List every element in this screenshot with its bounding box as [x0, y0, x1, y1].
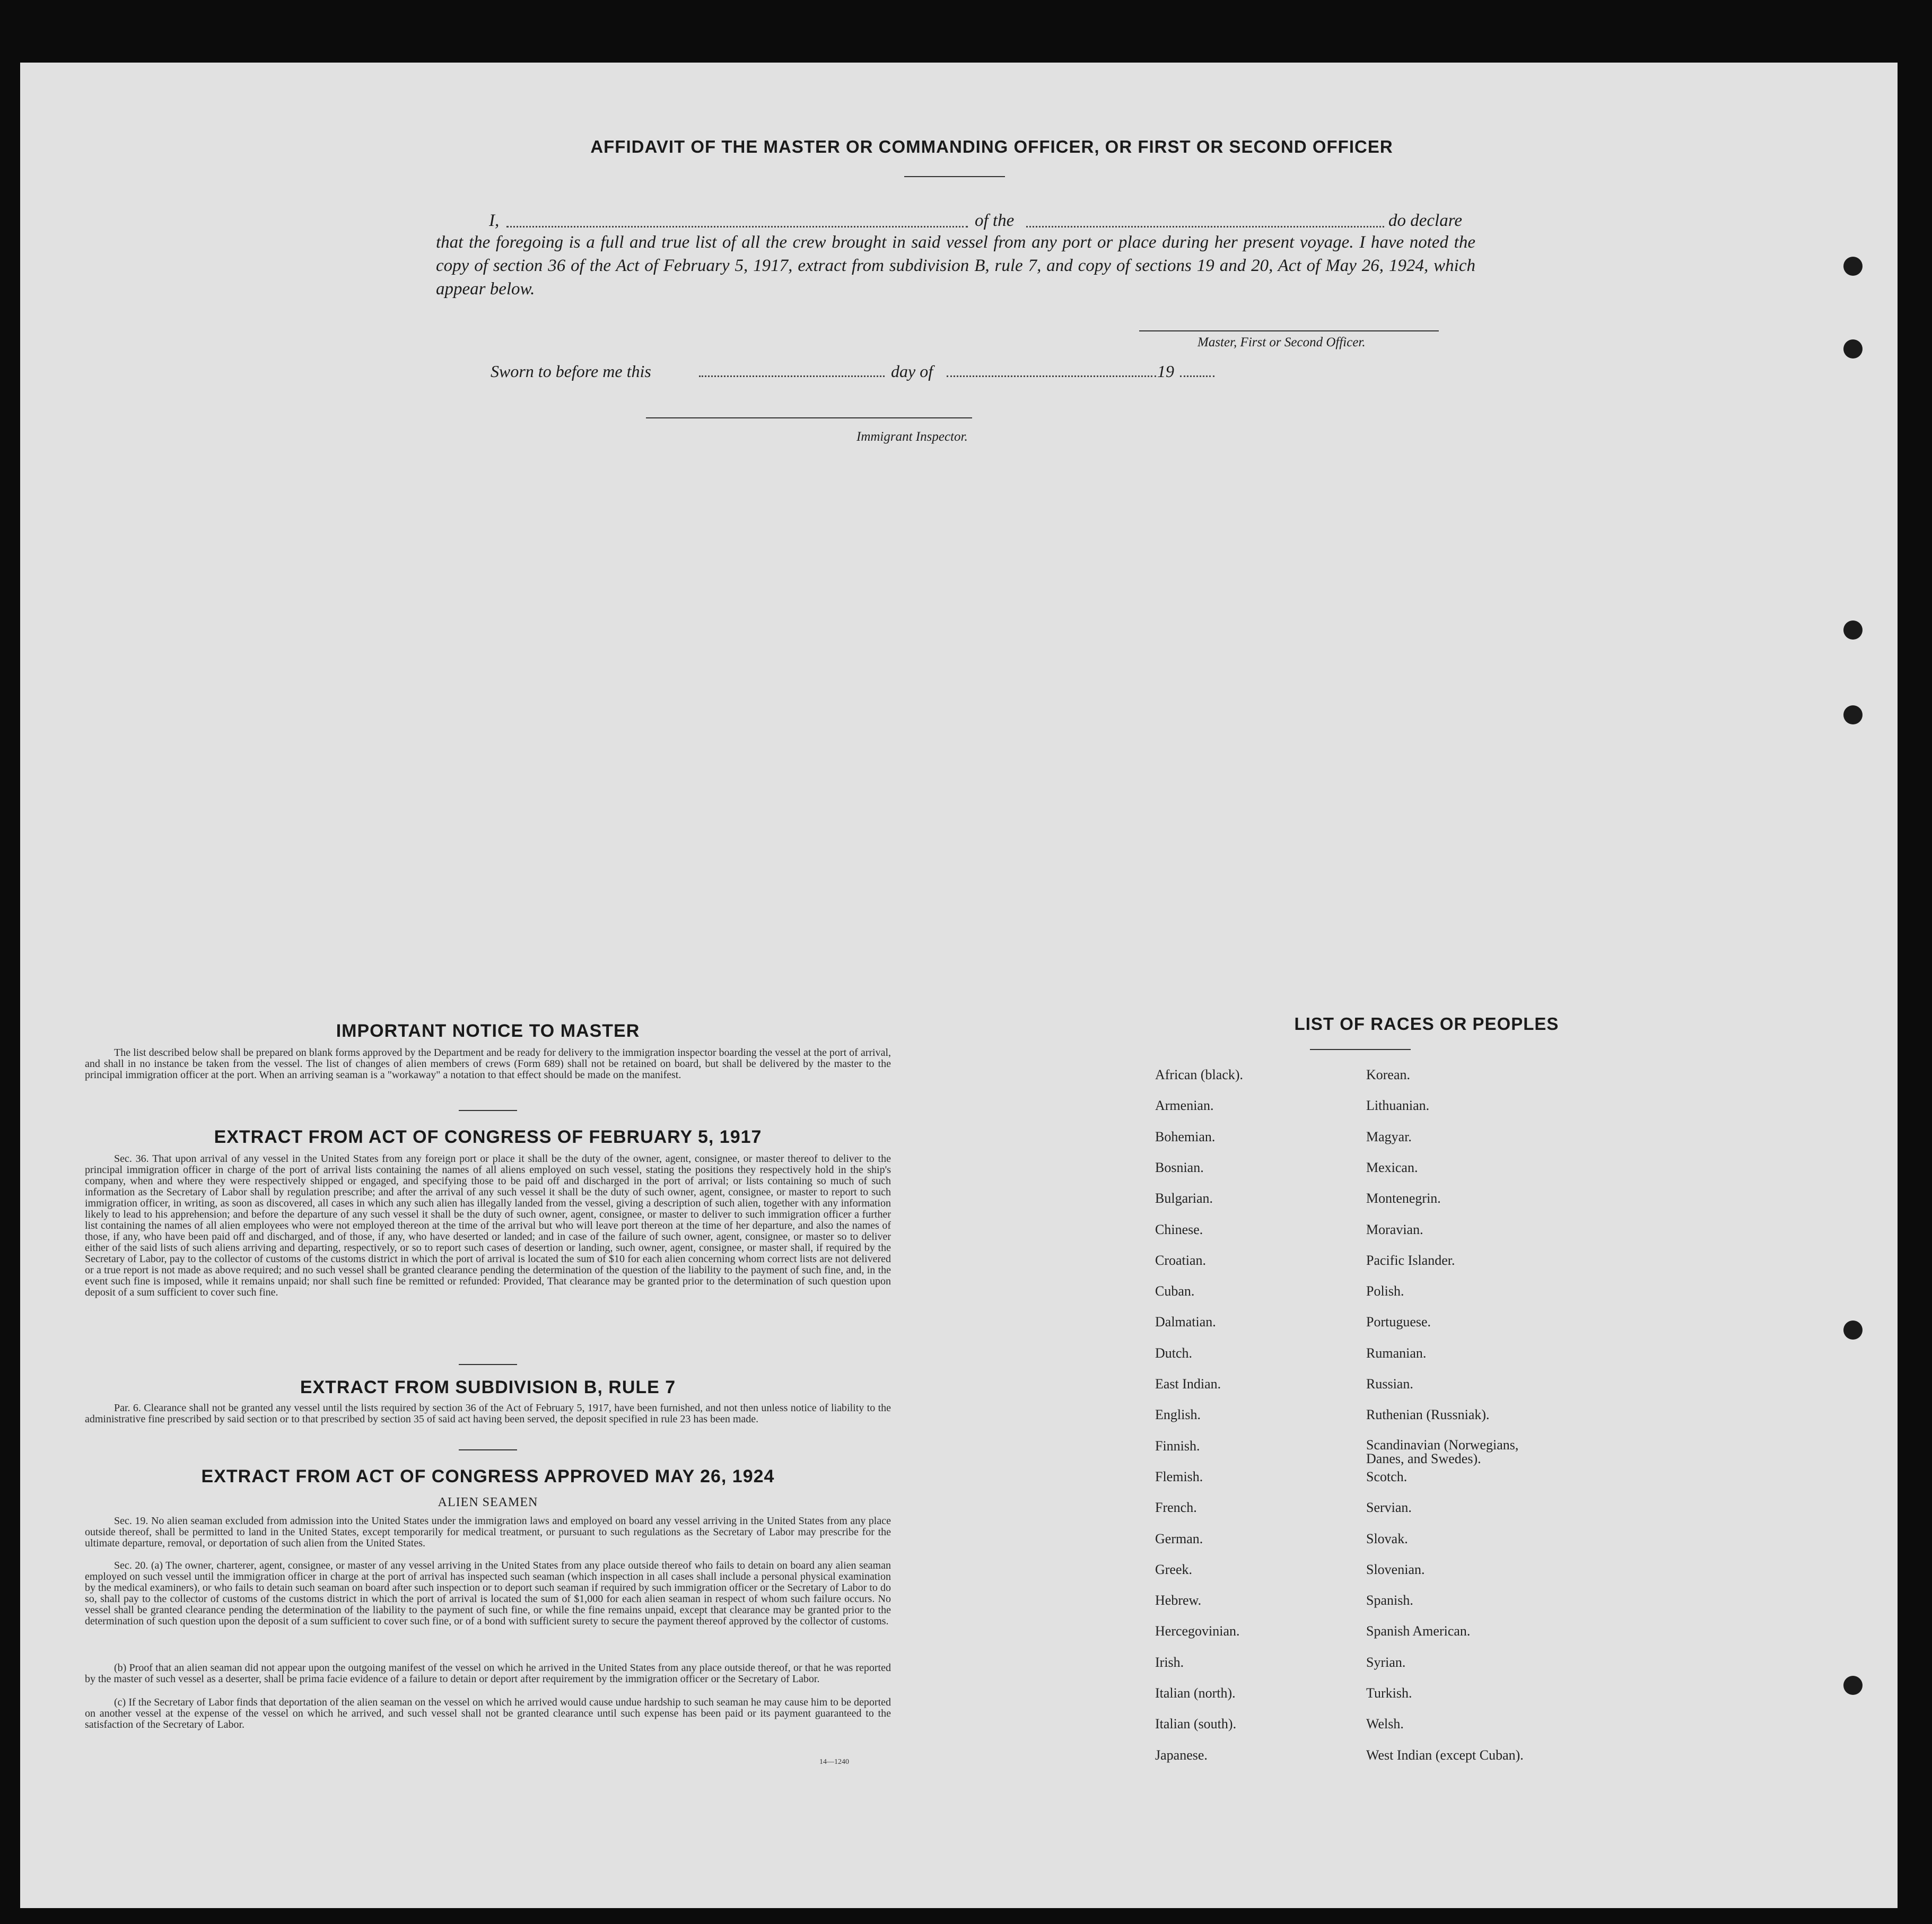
binder-hole — [1843, 257, 1863, 276]
extract-1917-title: EXTRACT FROM ACT OF CONGRESS OF FEBRUARY 5, 1917 — [214, 1127, 762, 1147]
rule7-text: Par. 6. Clearance shall not be granted any vessel until the lists required by section 36 of the Act of February 5, 1917, have been furnished, and not then unless notice of liability to the administrative fine prescribed by said section or to that prescribed by section 35 of said act having been served, the deposit specified in rule 23 has been made. — [85, 1402, 891, 1425]
race-item: Slovak. — [1366, 1531, 1408, 1546]
notice-text: The list described below shall be prepared on blank forms approved by the Department and be ready for delivery to the immigration inspector boarding the vessel at the port of arrival, and shall in no instance be taken from the vessel. The list of changes of alien members of crews (Form 689) shall not be retained on board, but shall be delivered by the master to the principal immigration officer at the port. When an arriving seaman is a "workaway" a notation to that effect should be made on the manifest. — [85, 1047, 891, 1081]
race-item: French. — [1155, 1500, 1197, 1516]
race-item: Finnish. — [1155, 1438, 1200, 1454]
race-item: Cuban. — [1155, 1283, 1195, 1299]
race-item: Greek. — [1155, 1561, 1193, 1577]
declare-of-the: of the — [975, 211, 1015, 230]
races-divider — [1310, 1049, 1411, 1050]
notice-title: IMPORTANT NOTICE TO MASTER — [336, 1021, 640, 1041]
race-item: Lithuanian. — [1366, 1098, 1430, 1114]
race-item: African (black). — [1155, 1067, 1244, 1082]
sec19-text: Sec. 19. No alien seaman excluded from admission into the United States under the immigration laws and employed on board any vessel arriving in the United States from any place outside thereof, shall be permitted to land in the United States, except temporarily for medical treatment, or pursuant to such regulations as the Secretary of Labor may prescribe for the ultimate departure, removal, or deportation of such alien from the United States. — [85, 1515, 891, 1549]
sworn-label: Sworn to before me this — [491, 362, 651, 381]
race-item: Bulgarian. — [1155, 1191, 1213, 1206]
race-item: West Indian (except Cuban). — [1366, 1747, 1524, 1763]
vessel-blank[interactable] — [1026, 226, 1384, 228]
race-item: Korean. — [1366, 1067, 1411, 1082]
race-item: Scandinavian (Norwegians, Danes, and Swedes). — [1366, 1437, 1519, 1466]
race-item: Polish. — [1366, 1283, 1404, 1299]
sworn-year-blank[interactable] — [1180, 375, 1214, 377]
race-item: Moravian. — [1366, 1221, 1423, 1237]
race-item: English. — [1155, 1407, 1201, 1423]
inspector-signature-line[interactable] — [646, 417, 972, 418]
race-item: Irish. — [1155, 1654, 1184, 1670]
race-item: Syrian. — [1366, 1654, 1406, 1670]
race-item: Spanish American. — [1366, 1623, 1471, 1639]
divider — [459, 1364, 517, 1365]
race-item: Turkish. — [1366, 1685, 1412, 1701]
race-item: Servian. — [1366, 1500, 1412, 1516]
race-item: Slovenian. — [1366, 1561, 1425, 1577]
race-item: Montenegrin. — [1366, 1191, 1441, 1206]
race-item: Bosnian. — [1155, 1159, 1204, 1175]
race-item: East Indian. — [1155, 1376, 1221, 1392]
alien-seamen-subtitle: ALIEN SEAMEN — [438, 1496, 538, 1509]
binder-hole — [1843, 1676, 1863, 1695]
rule7-title: EXTRACT FROM SUBDIVISION B, RULE 7 — [300, 1377, 676, 1397]
sec20c-text: (c) If the Secretary of Labor finds that deportation of the alien seaman on the vessel on which he arrived would cause undue hardship to such seaman he may cause him to be deported on another vessel at the expense of the vessel on which he arrived, and such vessel shall not be granted clearance until such expense has been paid or its payment guaranteed to the satisfaction of the Secretary of Labor. — [85, 1696, 891, 1730]
binder-hole — [1843, 620, 1863, 640]
race-item: Ruthenian (Russniak). — [1366, 1407, 1490, 1423]
sec20b-text: (b) Proof that an alien seaman did not appear upon the outgoing manifest of the vessel on which he arrived in the United States from any place outside thereof, or that he was reported by the master of such vessel as a deserter, shall be prima facie evidence of a failure to detain or deport after requirement by the immigration officer or the Secretary of Labor. — [85, 1662, 891, 1685]
race-item: Dutch. — [1155, 1345, 1193, 1361]
extract-1917-text: Sec. 36. That upon arrival of any vessel in the United States from any foreign port or place it shall be the duty of the owner, agent, consignee, or master thereof to deliver to the principal immigration officer in charge of the port of arrival lists containing the names of all aliens employed on such vessel, stating the positions they respectively hold in the ship's company, when and where they were respectively shipped or engaged, and specifying those to be paid off and discharged in the port of arrival; or lists containing so much of such information as the Secretary of Labor shall by regulation prescribe; and after the arrival of any such vessel it shall be the duty of such owner, agent, consignee, or master to report to such immigration officer, in writing, as soon as discovered, all cases in which any such alien has illegally landed from the vessel, giving a description of such alien, together with any information likely to lead to his apprehension; and before the departure of any such vessel it shall be the duty of such owner, agent, consignee, or master to deliver to such immigration officer a further list containing the names of all alien employees who were not employed thereon at the time of the arrival but who will leave port thereon at the time of her departure, and also the names of those, if any, who have been paid off and discharged, and of those, if any, who have deserted or landed; and in case of the failure of such owner, agent, consignee, or master so to deliver either of the said lists of such aliens arriving and departing, respectively, or so to report such cases of desertion or landing, such owner, agent, consignee, or master shall, if required by the Secretary of Labor, pay to the collector of customs of the customs district in which the port of arrival is located the sum of $10 for each alien concerning whom correct lists are not delivered or a true report is not made as above required; and no such vessel shall be granted clearance pending the determination of the question of the liability to the payment of such fine, and, in the event such fine is imposed, while it remains unpaid; nor shall such fine be remitted or refunded: Provided, That clearance may be granted prior to the determination of such question upon deposit of a sum sufficient to cover such fine. — [85, 1153, 891, 1298]
race-item: Portuguese. — [1366, 1314, 1431, 1330]
race-item: Spanish. — [1366, 1593, 1413, 1608]
race-item: Rumanian. — [1366, 1345, 1427, 1361]
declare-i: I, — [489, 211, 500, 230]
race-item: Welsh. — [1366, 1716, 1404, 1732]
master-signature-line[interactable] — [1139, 330, 1439, 331]
race-item: German. — [1155, 1531, 1203, 1546]
day-of-label: day of — [891, 362, 933, 381]
race-item: Hebrew. — [1155, 1593, 1202, 1608]
race-item: Scotch. — [1366, 1468, 1408, 1484]
master-signature-label: Master, First or Second Officer. — [1197, 335, 1366, 349]
declare-end: do declare — [1388, 211, 1462, 230]
affidavit-title: AFFIDAVIT OF THE MASTER OR COMMANDING OFFICER, OR FIRST OR SECOND OFFICER — [590, 137, 1393, 156]
race-item: Bohemian. — [1155, 1129, 1216, 1144]
binder-hole — [1843, 339, 1863, 358]
race-item: Armenian. — [1155, 1098, 1214, 1114]
race-item: Mexican. — [1366, 1159, 1418, 1175]
extract-1924-title: EXTRACT FROM ACT OF CONGRESS APPROVED MAY 26, 1924 — [201, 1466, 775, 1486]
binder-hole — [1843, 705, 1863, 724]
name-blank[interactable] — [506, 226, 968, 228]
race-item: Italian (north). — [1155, 1685, 1236, 1701]
sworn-month-blank[interactable] — [947, 375, 1156, 377]
race-item: Magyar. — [1366, 1129, 1412, 1144]
title-divider — [904, 176, 1005, 177]
sec20a-text: Sec. 20. (a) The owner, charterer, agent, consignee, or master of any vessel arriving in the United States from any place outside thereof who fails to detain on board any alien seaman employed on such vessel until the immigration officer in charge at the port of arrival has inspected such seaman (which inspection in all cases shall include a personal physical examination by the medical examiners), or who fails to detain such seaman on board after such inspection or to deport such seaman if required by such immigration officer or the Secretary of Labor to do so, shall pay to the collector of customs of the customs district in which the port of arrival is located the sum of $1,000 for each alien seaman in respect of whom such failure occurs. No vessel shall be granted clearance pending the determination of the liability to the payment of such fine, or while the fine remains unpaid, except that clearance may be granted prior to the determination of such question upon the deposit of a sum sufficient to cover such fine, or of a bond with sufficient surety to secure the payment thereof approved by the collector of customs. — [85, 1560, 891, 1627]
race-item: Croatian. — [1155, 1252, 1207, 1268]
races-title: LIST OF RACES OR PEOPLES — [1294, 1014, 1559, 1034]
inspector-label: Immigrant Inspector. — [856, 430, 968, 444]
affidavit-body: that the foregoing is a full and true list of all the crew brought in said vessel from any port or place during her present voyage. I have noted the copy of section 36 of the Act of February 5, 1917, extract from subdivision B, rule 7, and copy of sections 19 and 20, Act of May 26, 1924, which appear below. — [436, 233, 1475, 299]
divider — [459, 1449, 517, 1450]
race-item: Italian (south). — [1155, 1716, 1237, 1732]
race-item: Pacific Islander. — [1366, 1252, 1455, 1268]
year-label: 19 — [1157, 362, 1174, 381]
race-item: Japanese. — [1155, 1747, 1208, 1763]
form-number: 14—1240 — [819, 1758, 849, 1766]
race-item: Flemish. — [1155, 1468, 1203, 1484]
race-item: Chinese. — [1155, 1221, 1203, 1237]
divider — [459, 1110, 517, 1111]
race-item: Hercegovinian. — [1155, 1623, 1240, 1639]
race-item: Russian. — [1366, 1376, 1413, 1392]
race-item: Dalmatian. — [1155, 1314, 1216, 1330]
binder-hole — [1843, 1320, 1863, 1340]
sworn-day-blank[interactable] — [699, 375, 885, 377]
